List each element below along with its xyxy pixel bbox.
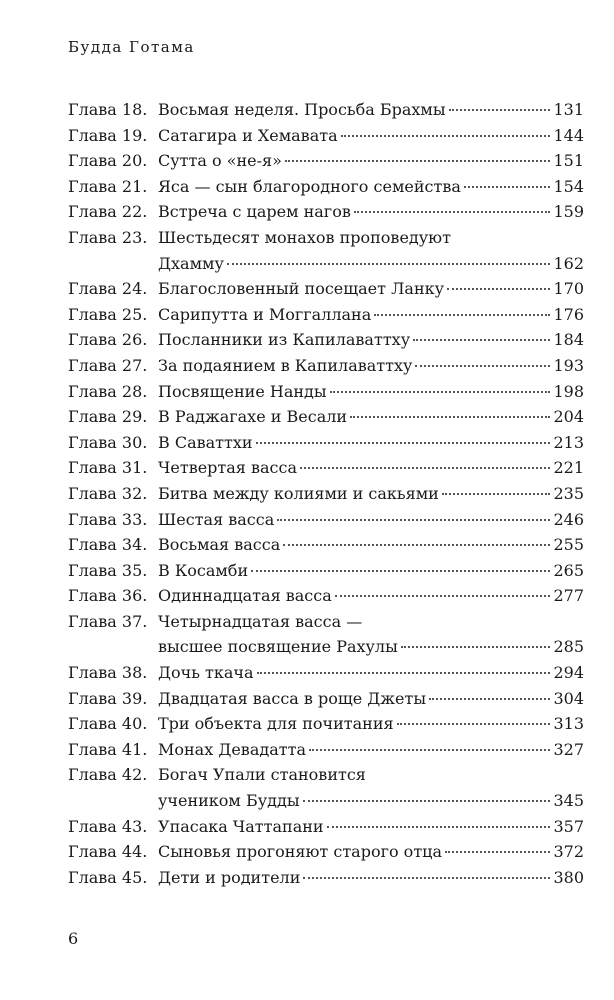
chapter-page-number: 285 [553,637,584,657]
chapter-title-line [158,481,584,507]
toc-entry[interactable] [68,865,584,891]
chapter-page-number: 313 [553,714,584,734]
chapter-body [158,737,584,763]
chapter-title-line [158,507,584,533]
toc-entry[interactable] [68,711,584,737]
page-number: 6 [68,929,79,948]
dot-leader [303,877,550,879]
chapter-title: В Саваттхи [158,432,253,452]
chapter-number: Глава 45. [68,867,148,887]
chapter-number: Глава 43. [68,816,148,836]
chapter-number: Глава 18. [68,100,148,119]
chapter-body [158,353,584,379]
chapter-number: Глава 38. [68,663,148,683]
chapter-body [158,174,584,200]
chapter-page-number: 380 [553,867,584,887]
toc-entry[interactable] [68,660,584,686]
toc-entry[interactable] [68,558,584,584]
chapter-number: Глава 35. [68,560,148,580]
chapter-body [158,609,584,660]
toc-entry[interactable] [68,276,584,302]
dot-leader [335,595,551,597]
chapter-number: Глава 33. [68,509,148,529]
chapter-title: Посвящение Нанды [158,381,327,401]
toc-entry[interactable] [68,174,584,200]
chapter-title: Сатагира и Хемавата [158,125,338,145]
chapter-number: Глава 39. [68,688,148,708]
chapter-title: В Косамби [158,560,249,580]
chapter-page-number: 265 [553,560,584,580]
chapter-title-line [158,634,584,660]
chapter-body [158,686,584,712]
dot-leader [257,672,551,674]
chapter-title-line [158,199,584,225]
chapter-title-line [158,814,584,840]
chapter-title-line [158,762,584,788]
chapter-page-number: 357 [553,816,584,836]
chapter-page-number: 204 [553,407,584,427]
toc-entry[interactable] [68,737,584,763]
dot-leader [401,646,551,648]
chapter-title-line [158,123,584,149]
dot-leader [374,314,550,316]
chapter-page-number: 255 [553,535,584,555]
toc-entry[interactable] [68,455,584,481]
toc-entry[interactable] [68,379,584,405]
chapter-body [158,481,584,507]
chapter-page-number: 327 [553,739,584,759]
chapter-page-number: 198 [553,381,584,401]
chapter-title-line [158,455,584,481]
chapter-title: Двадцатая васса в роще Джеты [158,688,427,708]
chapter-title: Встреча с царем нагов [158,202,351,222]
chapter-number: Глава 44. [68,842,148,862]
chapter-number: Глава 32. [68,483,148,503]
chapter-number: Глава 22. [68,202,148,222]
chapter-number: Глава 36. [68,586,148,606]
chapter-title: Сыновья прогоняют старого отца [158,842,442,862]
chapter-title: Шестая васса [158,509,275,529]
chapter-page-number: 176 [553,304,584,324]
toc-entry[interactable] [68,404,584,430]
chapter-body [158,455,584,481]
chapter-page-number: 277 [553,586,584,606]
toc-entry[interactable] [68,327,584,353]
chapter-page-number: 221 [553,458,584,478]
chapter-number: Глава 27. [68,355,148,375]
dot-leader [251,570,550,572]
chapter-title: Шестьдесят монахов проповедуют [158,227,451,247]
chapter-number: Глава 30. [68,432,148,452]
chapter-title: В Раджагахе и Весали [158,407,348,427]
chapter-title: Сарипутта и Моггаллана [158,304,372,324]
toc-entry[interactable] [68,507,584,533]
chapter-title-line [158,327,584,353]
chapter-title-line [158,558,584,584]
chapter-title-line [158,430,584,456]
toc-entry[interactable] [68,481,584,507]
chapter-number: Глава 28. [68,381,148,401]
dot-leader [341,135,551,137]
chapter-number: Глава 34. [68,535,148,555]
chapter-title: высшее посвящение Рахулы [158,637,398,657]
dot-leader [309,749,550,751]
chapter-title: Яса — сын благородного семейства [158,176,461,196]
chapter-title: Сутта о «не-я» [158,151,282,171]
chapter-title-line [158,660,584,686]
chapter-number: Глава 23. [68,227,148,247]
dot-leader [429,698,550,700]
chapter-body [158,865,584,891]
chapter-title-line [158,686,584,712]
dot-leader [285,160,551,162]
chapter-number: Глава 40. [68,714,148,734]
chapter-page-number: 144 [553,125,584,145]
chapter-title: Дхамму [158,253,224,273]
chapter-title-line [158,711,584,737]
chapter-number: Глава 29. [68,407,148,427]
toc-entry[interactable] [68,430,584,456]
dot-leader [327,826,551,828]
dot-leader [415,365,550,367]
toc-entry[interactable] [68,583,584,609]
chapter-title-line [158,225,584,251]
chapter-page-number: 151 [553,151,584,171]
dot-leader [277,519,550,521]
chapter-title: Богач Упали становится [158,765,366,785]
toc-entry[interactable] [68,199,584,225]
chapter-body [158,762,584,813]
table-of-contents [68,97,584,890]
chapter-body [158,199,584,225]
toc-entry[interactable] [68,814,584,840]
chapter-title: Посланники из Капилаваттху [158,330,411,350]
chapter-title: Восьмая васса [158,535,281,555]
dot-leader [300,467,550,469]
chapter-body [158,302,584,328]
chapter-title: Дочь ткача [158,663,254,683]
chapter-body [158,839,584,865]
chapter-title-line [158,148,584,174]
chapter-page-number: 162 [553,253,584,273]
chapter-body [158,532,584,558]
chapter-body [158,430,584,456]
dot-leader [303,800,551,802]
chapter-body [158,711,584,737]
chapter-title-line [158,276,584,302]
chapter-page-number: 235 [553,483,584,503]
chapter-title-line [158,97,584,123]
chapter-number: Глава 42. [68,765,148,785]
chapter-page-number: 184 [553,330,584,350]
chapter-body [158,123,584,149]
chapter-body [158,507,584,533]
chapter-title: Дети и родители [158,867,301,887]
toc-entry[interactable] [68,839,584,865]
dot-leader [449,109,551,111]
chapter-page-number: 193 [553,355,584,375]
dot-leader [227,263,551,265]
dot-leader [283,544,550,546]
toc-entry[interactable] [68,123,584,149]
chapter-title: Монах Девадатта [158,739,306,759]
chapter-title-line [158,302,584,328]
chapter-title-line [158,583,584,609]
chapter-body [158,327,584,353]
toc-entry[interactable] [68,609,584,660]
chapter-body [158,404,584,430]
chapter-page-number: 246 [553,509,584,529]
chapter-title-line [158,737,584,763]
chapter-body [158,225,584,276]
chapter-number: Глава 31. [68,458,148,478]
chapter-title: Упасака Чаттапани [158,816,324,836]
chapter-title: Восьмая неделя. Просьба Брахмы [158,100,446,119]
chapter-title-line [158,251,584,277]
chapter-page-number: 294 [553,663,584,683]
toc-entry[interactable] [68,302,584,328]
chapter-title: Благословенный посещает Ланку [158,279,445,299]
chapter-title: Три объекта для почитания [158,714,394,734]
chapter-number: Глава 26. [68,330,148,350]
chapter-body [158,558,584,584]
chapter-body [158,379,584,405]
dot-leader [330,391,551,393]
dot-leader [442,493,551,495]
chapter-title-line [158,839,584,865]
chapter-page-number: 304 [553,688,584,708]
chapter-page-number: 154 [553,176,584,196]
chapter-body [158,148,584,174]
toc-entry[interactable] [68,532,584,558]
dot-leader [445,851,550,853]
toc-entry[interactable] [68,225,584,276]
chapter-title: Четвертая васса [158,458,297,478]
dot-leader [350,416,550,418]
chapter-number: Глава 37. [68,611,148,631]
chapter-body [158,276,584,302]
toc-entry[interactable] [68,148,584,174]
chapter-page-number: 170 [553,279,584,299]
chapter-title-line [158,788,584,814]
chapter-page-number: 213 [553,432,584,452]
chapter-number: Глава 25. [68,304,148,324]
chapter-title: За подаянием в Капилаваттху [158,355,413,375]
chapter-title: Одиннадцатая васса [158,586,332,606]
dot-leader [464,186,551,188]
dot-leader [256,442,551,444]
chapter-title-line [158,404,584,430]
chapter-number: Глава 21. [68,176,148,196]
chapter-number: Глава 24. [68,279,148,299]
chapter-page-number: 372 [553,842,584,862]
chapter-title: Битва между колиями и сакьями [158,483,439,503]
dot-leader [447,288,550,290]
chapter-number: Глава 20. [68,151,148,171]
chapter-number: Глава 41. [68,739,148,759]
toc-entry[interactable] [68,97,584,123]
chapter-title: Четырнадцатая васса — [158,611,363,631]
toc-entry[interactable] [68,353,584,379]
chapter-body [158,814,584,840]
running-header: Будда Готама [68,38,195,56]
dot-leader [413,339,550,341]
chapter-page-number: 345 [553,791,584,811]
chapter-page-number: 131 [553,100,584,119]
chapter-body [158,660,584,686]
toc-entry[interactable] [68,762,584,813]
chapter-body [158,583,584,609]
chapter-title-line [158,532,584,558]
chapter-body [158,97,584,123]
chapter-title-line [158,379,584,405]
chapter-title-line [158,353,584,379]
chapter-number: Глава 19. [68,125,148,145]
chapter-page-number: 159 [553,202,584,222]
chapter-title-line [158,174,584,200]
chapter-title: учеником Будды [158,791,300,811]
chapter-title-line [158,609,584,635]
toc-entry[interactable] [68,686,584,712]
dot-leader [397,723,551,725]
chapter-title-line [158,865,584,891]
dot-leader [354,211,551,213]
